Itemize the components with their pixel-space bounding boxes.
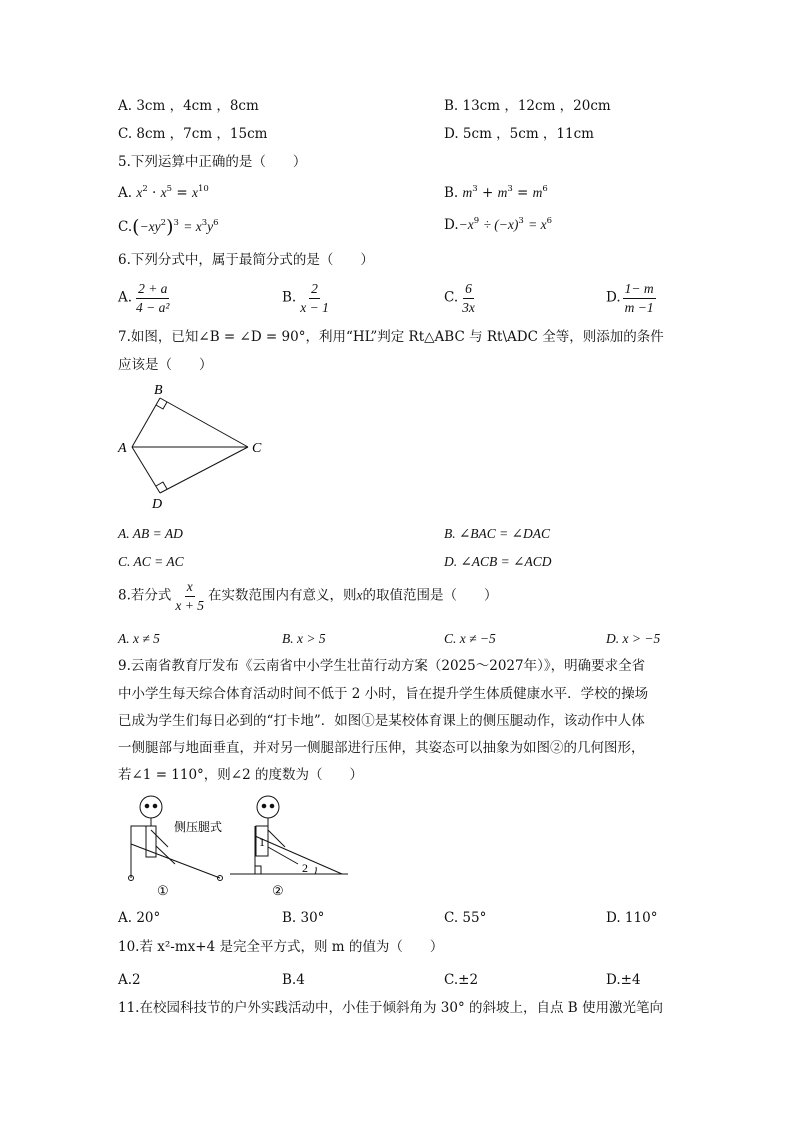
q4-option-d: D. 5cm ，5cm ，11cm — [444, 126, 594, 142]
q10-option-c: C.±2 — [444, 972, 479, 988]
q10-stem: 10.若 x²-mx+4 是完全平方式，则 m 的值为（ ） — [118, 939, 444, 955]
q8-option-b: B. x > 5 — [282, 631, 326, 646]
q6-stem: 6.下列分式中，属于最简分式的是（ ） — [118, 252, 374, 268]
q9-option-c: C. 55° — [444, 910, 487, 926]
q5-stem: 5.下列运算中正确的是（ ） — [118, 154, 307, 170]
q7-label-a: A — [118, 441, 127, 456]
q11-stem: 11.在校园科技节的户外实践活动中，小佳于倾斜角为 30° 的斜坡上，自点 B 使用激光笔向 — [118, 1000, 663, 1016]
q7-option-c: C. AC = AC — [118, 554, 184, 569]
q9-fig1-label: ① — [157, 883, 169, 898]
q9-line5: 若∠1 = 110°，则∠2 的度数为（ ） — [118, 767, 364, 783]
q10-option-d: D.±4 — [606, 972, 641, 988]
q6-option-b: B. $\frac{2}{x - 1}$ — [282, 281, 329, 315]
q9-option-d: D. 110° — [606, 910, 658, 926]
q9-line2: 中小学生每天综合体育活动时间不低于 2 小时，旨在提升学生体质健康水平．学校的操场 — [118, 686, 649, 702]
q5-option-b: B. $m^3 + m^3 = m^6$ — [444, 184, 548, 201]
q9-line3: 已成为学生们每日必到的“打卡地”．如图①是某校体育课上的侧压腿动作，该动作中人体 — [118, 713, 645, 729]
q9-line1: 9.云南省教育厅发布《云南省中小学生壮苗行动方案（2025～2027年）》，明确要求全省 — [118, 658, 646, 674]
q7-option-d: D. ∠ACB = ∠ACD — [444, 554, 552, 569]
q9-option-a: A. 20° — [118, 910, 161, 926]
q9-fig2-label: ② — [272, 883, 284, 898]
q7-label-d: D — [152, 497, 163, 512]
q5-option-a: A. $x^2 \cdot x^5 = x^{10}$ — [118, 184, 209, 201]
q7-label-c: C — [252, 441, 262, 456]
q7-option-b: B. ∠BAC = ∠DAC — [444, 526, 550, 541]
q9-caption-label: 侧压腿式 — [174, 820, 223, 834]
q7-option-a: A. AB = AD — [118, 526, 183, 541]
q7-stem-line1: 7.如图，已知∠B = ∠D = 90°，利用“HL”判定 Rt△ABC 与 Rt\ADC 全等，则添加的条件 — [118, 329, 664, 345]
q8-option-c: C. x ≠ −5 — [444, 631, 496, 646]
q9-leg-press-figure — [120, 792, 360, 902]
q10-option-b: B.4 — [282, 972, 305, 988]
q5-option-d: $D.-x^9 \div (-x)^3 = x^6$ — [444, 216, 552, 233]
q8-stem: 8.若分式 $\frac{x}{x + 5}$ 在实数范围内有意义，则x的取值范围是（ ） — [118, 579, 498, 613]
q6-option-a: A. $\frac{2 + a}{\text{4 − a²}}$ — [118, 281, 170, 315]
q6-option-d: D. $\frac{1- m}{m -1}$ — [606, 281, 654, 315]
q7-label-b: B — [154, 383, 163, 398]
q10-option-a: A.2 — [118, 972, 141, 988]
q7-kite-figure — [112, 380, 272, 512]
q8-option-a: A. x ≠ 5 — [118, 631, 160, 646]
q5-option-c: $C.(-xy^2)^3 = x^3y^6$ — [118, 216, 219, 238]
q9-line4: 一侧腿部与地面垂直，并对另一侧腿部进行压伸，其姿态可以抽象为如图②的几何图形， — [118, 740, 645, 756]
q4-option-c: C. 8cm ，7cm ，15cm — [118, 126, 268, 142]
q9-angle2-label: 2 — [302, 861, 308, 875]
q7-stem-line2: 应该是（ ） — [118, 357, 213, 373]
q8-option-d: D. x > −5 — [606, 631, 661, 646]
q9-angle1-label: 1 — [259, 835, 265, 849]
q4-option-b: B. 13cm ，12cm ，20cm — [444, 98, 611, 114]
q4-option-a: A. 3cm ，4cm ，8cm — [118, 98, 259, 114]
q9-option-b: B. 30° — [282, 910, 325, 926]
q6-option-c: C. $\frac{6}{3x}$ — [444, 281, 475, 315]
